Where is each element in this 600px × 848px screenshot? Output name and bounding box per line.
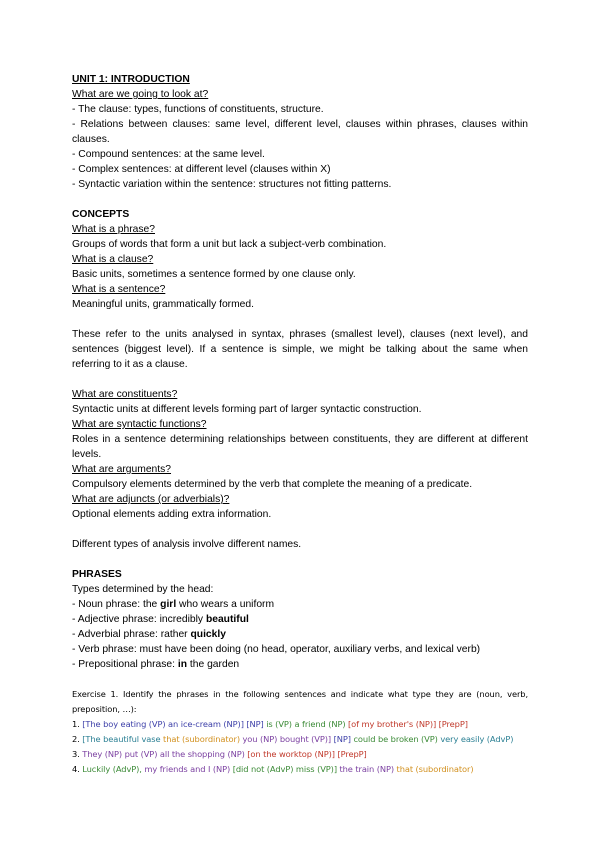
head-word: beautiful: [205, 614, 249, 625]
exercise-sentence-2: 2. [The beautiful vase that (subordinator) you (NP) bought (VP)] [NP] could be broken (VP) very easily (AdvP): [72, 734, 514, 744]
document-page: [72, 72, 528, 777]
answer-phrase: Groups of words that form a unit but lack a subject-verb combination.: [72, 239, 387, 250]
concepts-heading: CONCEPTS: [72, 209, 130, 220]
intro-item: - Relations between clauses: same level, different level, clauses within phrases, clauses within clauses.: [72, 119, 528, 145]
noun-phrase-item: - Noun phrase: the girl who wears a uniform: [72, 599, 275, 610]
intro-item: - Complex sentences: at different level (clauses within X): [72, 164, 331, 175]
prepositional-phrase-item: - Prepositional phrase: in the garden: [72, 659, 240, 670]
units-paragraph: These refer to the units analysed in syntax, phrases (smallest level), clauses (next level), and sentences (biggest level). If a sentence is simple, we might be talking about the same when referring to it as a clause.: [72, 329, 528, 370]
exercise-sentence-1: 1. [The boy eating (VP) an ice-cream (NP)] [NP] is (VP) a friend (NP) [of my brother's (NP)] [PrepP]: [72, 719, 468, 729]
verb-phrase-item: - Verb phrase: must have been doing (no head, operator, auxiliary verbs, and lexical verb): [72, 644, 481, 655]
unit-title: UNIT 1: INTRODUCTION: [72, 74, 190, 85]
question-adjuncts: What are adjuncts (or adverbials)?: [72, 494, 230, 505]
answer-constituents: Syntactic units at different levels forming part of larger syntactic construction.: [72, 404, 422, 415]
head-word: girl: [160, 599, 177, 610]
phrases-intro: Types determined by the head:: [72, 584, 214, 595]
exercise-sentence-4: 4. Luckily (AdvP), my friends and I (NP) [did not (AdvP) miss (VP)] the train (NP) that (subordinator): [72, 764, 474, 774]
question-arguments: What are arguments?: [72, 464, 172, 475]
head-word: in: [177, 659, 188, 670]
answer-clause: Basic units, sometimes a sentence formed by one clause only.: [72, 269, 356, 280]
answer-functions: Roles in a sentence determining relationships between constituents, they are different at different levels.: [72, 434, 528, 460]
question-constituents: What are constituents?: [72, 389, 178, 400]
answer-sentence: Meaningful units, grammatically formed.: [72, 299, 254, 310]
adjective-phrase-item: - Adjective phrase: incredibly beautiful: [72, 614, 249, 625]
question-functions: What are syntactic functions?: [72, 419, 207, 430]
adverbial-phrase-item: - Adverbial phrase: rather quickly: [72, 629, 226, 640]
answer-adjuncts: Optional elements adding extra information.: [72, 509, 272, 520]
exercise-title: Exercise 1. Identify the phrases in the following sentences and indicate what type they are (noun, verb, preposition, …):: [72, 689, 528, 714]
head-word: quickly: [190, 629, 226, 640]
exercise-block: [72, 687, 528, 777]
intro-item: - The clause: types, functions of constituents, structure.: [72, 104, 324, 115]
exercise-sentence-3: 3. They (NP) put (VP) all the shopping (NP) [on the worktop (NP)] [PrepP]: [72, 749, 367, 759]
question-sentence: What is a sentence?: [72, 284, 166, 295]
question-clause: What is a clause?: [72, 254, 154, 265]
answer-arguments: Compulsory elements determined by the verb that complete the meaning of a predicate.: [72, 479, 473, 490]
intro-item: - Compound sentences: at the same level.: [72, 149, 265, 160]
analysis-note: Different types of analysis involve different names.: [72, 539, 302, 550]
phrases-heading: PHRASES: [72, 569, 122, 580]
intro-question: What are we going to look at?: [72, 89, 209, 100]
question-phrase: What is a phrase?: [72, 224, 155, 235]
intro-item: - Syntactic variation within the sentence: structures not fitting patterns.: [72, 179, 392, 190]
